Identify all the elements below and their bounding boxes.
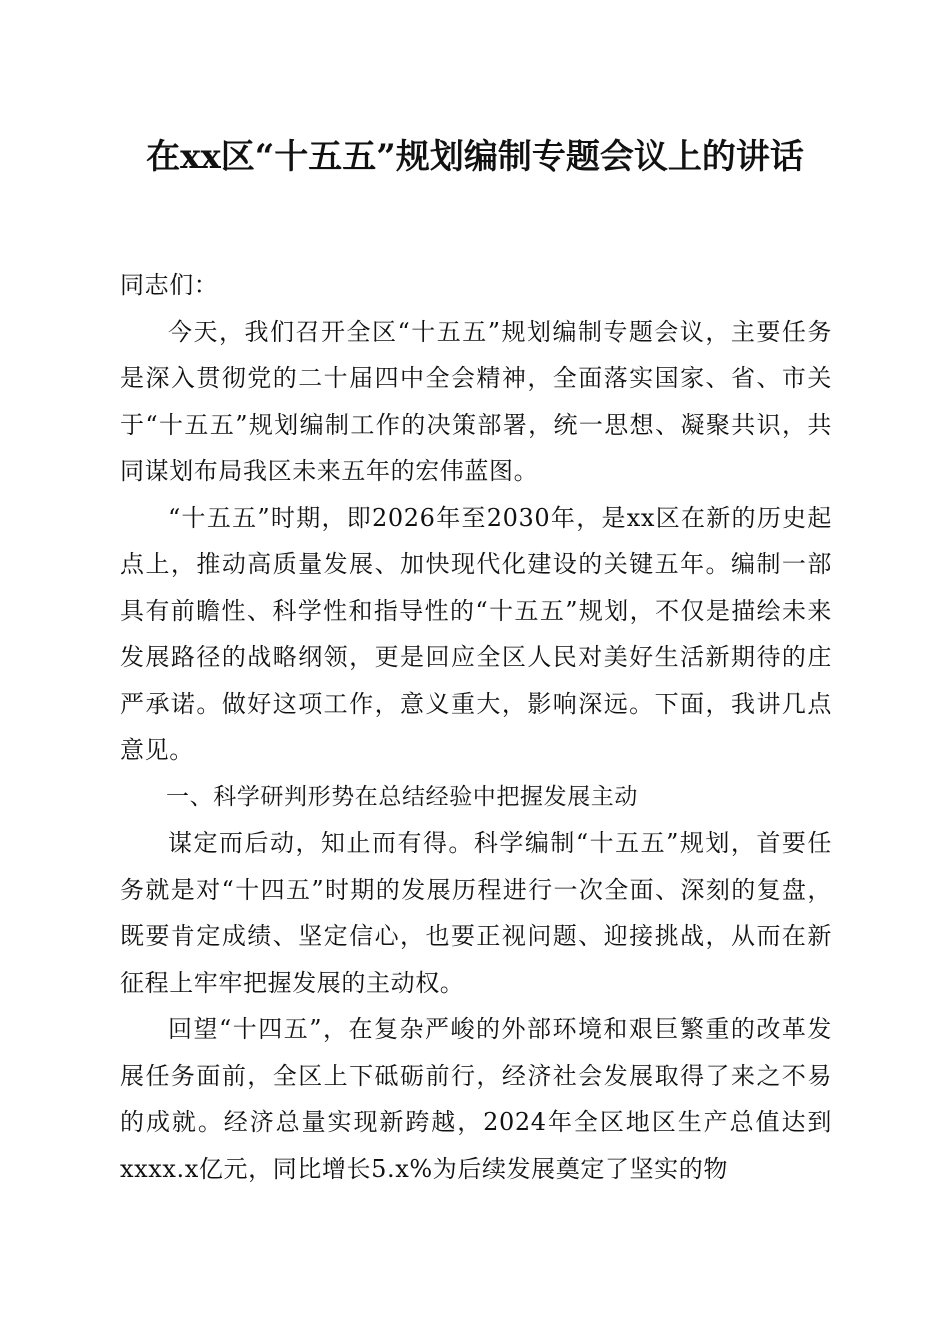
paragraph-section-1: 谋定而后动，知止而有得。科学编制“十五五”规划，首要任务就是对“十四五”时期的发展历程进行一次全面、深刻的复盘，既要肯定成绩、坚定信心，也要正视问题、迎接挑战，从而在新征程上牢牢把握发展的主动权。 <box>120 829 832 997</box>
paragraph-significance: “十五五”时期，即2026年至2030年，是xx区在新的历史起点上，推动高质量发展、加快现代化建设的关键五年。编制一部具有前瞻性、科学性和指导性的“十五五”规划，不仅是描绘未来发展路径的战略纲领，更是回应全区人民对美好生活新期待的庄严承诺。做好这项工作，意义重大，影响深远。下面，我讲几点意见。 <box>120 503 832 764</box>
paragraph-section-2: 回望“十四五”，在复杂严峻的外部环境和艰巨繁重的改革发展任务面前，全区上下砥砺前行，经济社会发展取得了来之不易的成就。经济总量实现新跨越，2024年全区地区生产总值达到xxxx.x亿元，同比增长5.x%为后续发展奠定了坚实的物 <box>120 1015 832 1183</box>
document-title: 在xx区“十五五”规划编制专题会议上的讲话 <box>146 137 804 177</box>
document-body <box>120 262 832 1192</box>
paragraph-intro: 今天，我们召开全区“十五五”规划编制专题会议，主要任务是深入贯彻党的二十届四中全会精神，全面落实国家、省、市关于“十五五”规划编制工作的决策部署，统一思想、凝聚共识，共同谋划布局我区未来五年的宏伟蓝图。 <box>120 317 832 485</box>
salutation: 同志们： <box>120 271 219 299</box>
section-heading: 一、科学研判形势在总结经验中把握发展主动 <box>166 783 638 810</box>
